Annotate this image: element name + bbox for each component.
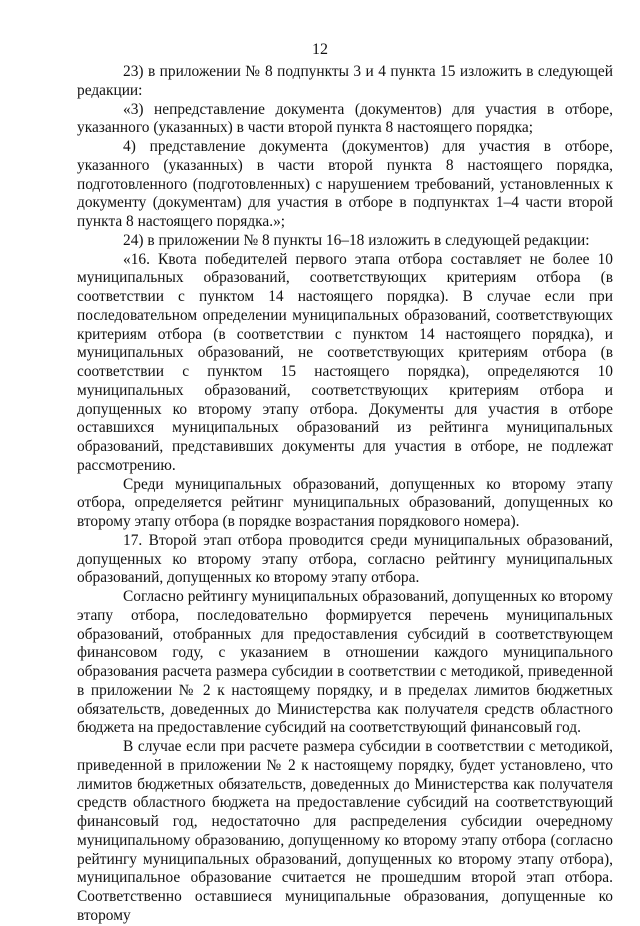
paragraph-clause-16: «16. Квота победителей первого этапа отбора составляет не более 10 муниципальных образований, соответствующих критериям отбора (в соответствии с пунктом 14 настоящего порядка). В случае если при последовательном определении муниципальных образований, соответствующих критериям отбора (в соответствии с пунктом 14 настоящего порядка), и муниципальных образований, не соответствующих критериям отбора (в соответствии с пунктом 15 настоящего порядка), определяются 10 муниципальных образований, соответствующих критериям отбора и допущенных ко второму этапу отбора. Документы для участия в отборе оставшихся муниципальных образований из рейтинга муниципальных образований, представивших документы для участия в отборе, не подлежат рассмотрению.	[77, 250, 613, 474]
paragraph-item-23: 23) в приложении № 8 подпункты 3 и 4 пункта 15 изложить в следующей редакции:	[77, 63, 613, 99]
paragraph-subitem-4: 4) представление документа (документов) для участия в отборе, указанного (указанных) в части второй пункта 8 настоящего порядка, подготовленного (подготовленных) с нарушением требований, установленных к документу (документам) для участия в отборе в подпунктах 1–4 части второй пункта 8 настоящего порядка.»;	[77, 138, 613, 230]
page-number: 12	[312, 41, 328, 58]
paragraph-clause-17: 17. Второй этап отбора проводится среди муниципальных образований, допущенных ко второму этапу отбора, согласно рейтингу муниципальных образований, допущенных ко второму этапу отбора.	[77, 531, 613, 587]
paragraph-list-formation: Согласно рейтингу муниципальных образований, допущенных ко второму этапу отбора, последовательно формируется перечень муниципальных образований, отобранных для предоставления субсидий в соответствующем финансовом году, с указанием в отношении каждого муниципального образования расчета размера субсидии в соответствии с методикой, приведенной в приложении № 2 к настоящему порядку, и в пределах лимитов бюджетных обязательств, доведенных до Министерства как получателя средств областного бюджета на предоставление субсидий на соответствующий финансовый год.	[77, 588, 613, 737]
paragraph-insufficient-limits: В случае если при расчете размера субсидии в соответствии с методикой, приведенной в приложении № 2 к настоящему порядку, будет установлено, что лимитов бюджетных обязательств, доведенных до Министерства как получателя средств областного бюджета на предоставление субсидий на соответствующий финансовый год, недостаточно для распределения субсидии очередному муниципальному образованию, допущенному ко второму этапу отбора (согласно рейтингу муниципальных образований, допущенных ко второму этапу отбора), муниципальное образование считается не прошедшим второй этап отбора. Соответственно оставшиеся муниципальные образования, допущенные ко второму	[77, 738, 613, 924]
paragraph-rating: Среди муниципальных образований, допущенных ко второму этапу отбора, определяется рейтинг муниципальных образований, допущенных ко второму этапу отбора (в порядке возрастания порядкового номера).	[77, 475, 613, 530]
paragraph-item-24: 24) в приложении № 8 пункты 16–18 изложить в следующей редакции:	[123, 231, 590, 249]
paragraph-subitem-3: «3) непредставление документа (документов) для участия в отборе, указанного (указанных) в части второй пункта 8 настоящего порядка;	[77, 100, 613, 137]
document-body	[77, 63, 613, 926]
